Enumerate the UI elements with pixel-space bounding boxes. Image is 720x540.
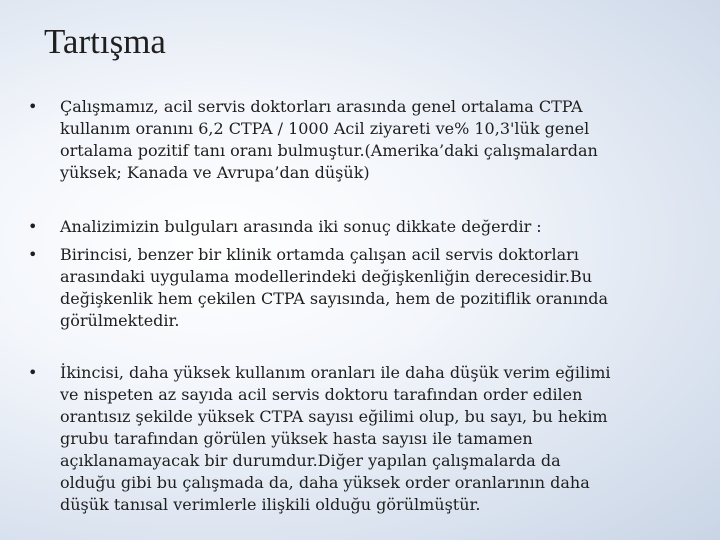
text-line: Analizimizin bulguları arasında iki sonuç dikkate değerdir : <box>60 217 542 236</box>
text-line: arasındaki uygulama modellerindeki değişkenliğin derecesidir.Bu <box>60 267 592 286</box>
bullet-item <box>28 96 668 184</box>
text-line: ortalama pozitif tanı oranı bulmuştur.(Amerika’daki çalışmalardan <box>60 141 598 160</box>
text-line: Birincisi, benzer bir klinik ortamda çalışan acil servis doktorları <box>60 245 579 264</box>
bullet-marker: • <box>28 97 38 116</box>
text-line: değişkenlik hem çekilen CTPA sayısında, hem de pozitiflik oranında <box>60 289 609 308</box>
bullet-text <box>60 362 668 516</box>
text-line: kullanım oranını 6,2 CTPA / 1000 Acil ziyareti ve% 10,3'lük genel <box>60 119 590 138</box>
text-line: grubu tarafından görülen yüksek hasta sayısı ile tamamen <box>60 429 533 448</box>
text-line: görülmektedir. <box>60 311 180 330</box>
bullet-text <box>60 96 668 184</box>
text-line: orantısız şekilde yüksek CTPA sayısı eğilimi olup, bu sayı, bu hekim <box>60 407 608 426</box>
bullet-item <box>28 216 668 238</box>
bullet-marker: • <box>28 217 38 236</box>
bullet-marker: • <box>28 363 38 382</box>
bullet-text <box>60 244 668 332</box>
text-line: İkincisi, daha yüksek kullanım oranları ile daha düşük verim eğilimi <box>60 363 611 382</box>
text-line: ve nispeten az sayıda acil servis doktoru tarafından order edilen <box>60 385 583 404</box>
text-line: Çalışmamız, acil servis doktorları arasında genel ortalama CTPA <box>60 97 583 116</box>
bullet-item <box>28 244 668 332</box>
bullet-text <box>60 216 668 238</box>
text-line: yüksek; Kanada ve Avrupa’dan düşük) <box>60 163 370 182</box>
bullet-item <box>28 362 668 516</box>
text-line: açıklanamayacak bir durumdur.Diğer yapılan çalışmalarda da <box>60 451 561 470</box>
text-line: olduğu gibi bu çalışmada da, daha yüksek order oranlarının daha <box>60 473 590 492</box>
bullet-marker: • <box>28 245 38 264</box>
text-line: düşük tanısal verimlerle ilişkili olduğu görülmüştür. <box>60 495 481 514</box>
slide-title: Tartışma <box>44 22 166 61</box>
